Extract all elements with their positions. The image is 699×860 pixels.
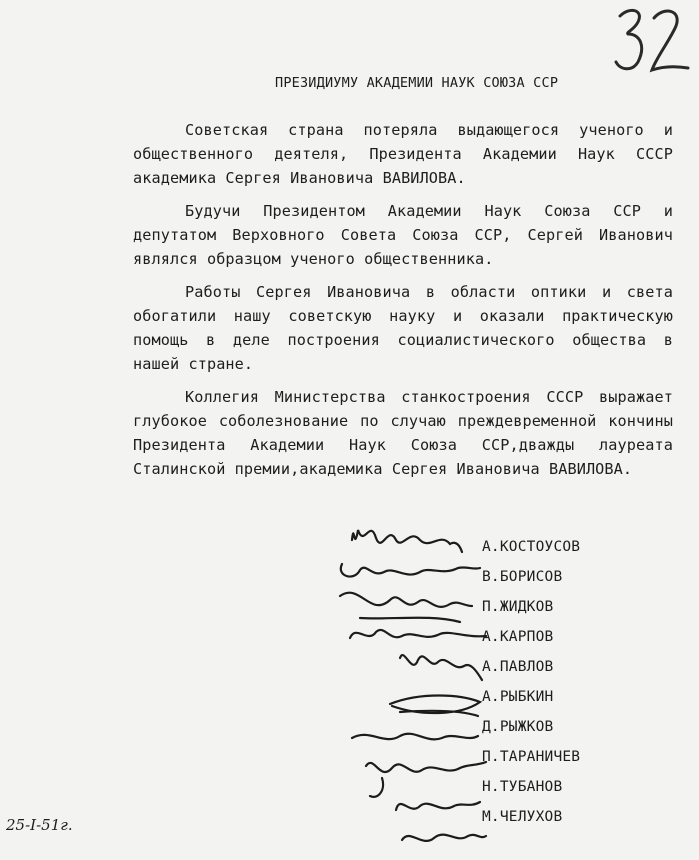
body-text (133, 118, 673, 490)
signatory-name: М.ЧЕЛУХОВ (482, 809, 563, 825)
signatory-name: А.ПАВЛОВ (482, 659, 554, 675)
signatory-name: Д.РЫЖКОВ (482, 719, 554, 735)
signatory-name: В.БОРИСОВ (482, 569, 563, 585)
signatory-name: П.ТАРАНИЧЕВ (482, 749, 581, 765)
handwritten-page-number (612, 4, 692, 74)
document-title: ПРЕЗИДИУМУ АКАДЕМИИ НАУК СОЮЗА ССР (275, 75, 559, 91)
signatory-name: А.КОСТОУСОВ (482, 539, 581, 555)
paragraph: Работы Сергея Ивановича в области оптики и света обогатили нашу советскую науку и оказали практическую помощь в деле построения социалистического общества в нашей стране. (133, 283, 673, 373)
signatory-list (482, 532, 580, 832)
paragraph: Коллегия Министерства станкостроения СССР выражает глубокое соболезнование по случаю преждевременной кончины Президента Академии Наук Союза ССР,дважды лауреата Сталинской премии,академика Сергея Ивановича ВАВИЛОВА. (133, 388, 673, 478)
signatory-name: Н.ТУБАНОВ (482, 779, 563, 795)
signatory-name: А.РЫБКИН (482, 689, 554, 705)
signatory-name: А.КАРПОВ (482, 629, 554, 645)
paragraph: Советская страна потеряла выдающегося ученого и общественного деятеля, Президента Академии Наук СССР академика Сергея Ивановича ВАВИЛОВА. (133, 121, 673, 187)
signatory-name: П.ЖИДКОВ (482, 599, 554, 615)
paragraph: Будучи Президентом Академии Наук Союза ССР и депутатом Верховного Совета Союза ССР, Сергей Иванович являлся образцом ученого общественника. (133, 202, 673, 268)
handwritten-date: 25-I-51г. (6, 816, 73, 834)
